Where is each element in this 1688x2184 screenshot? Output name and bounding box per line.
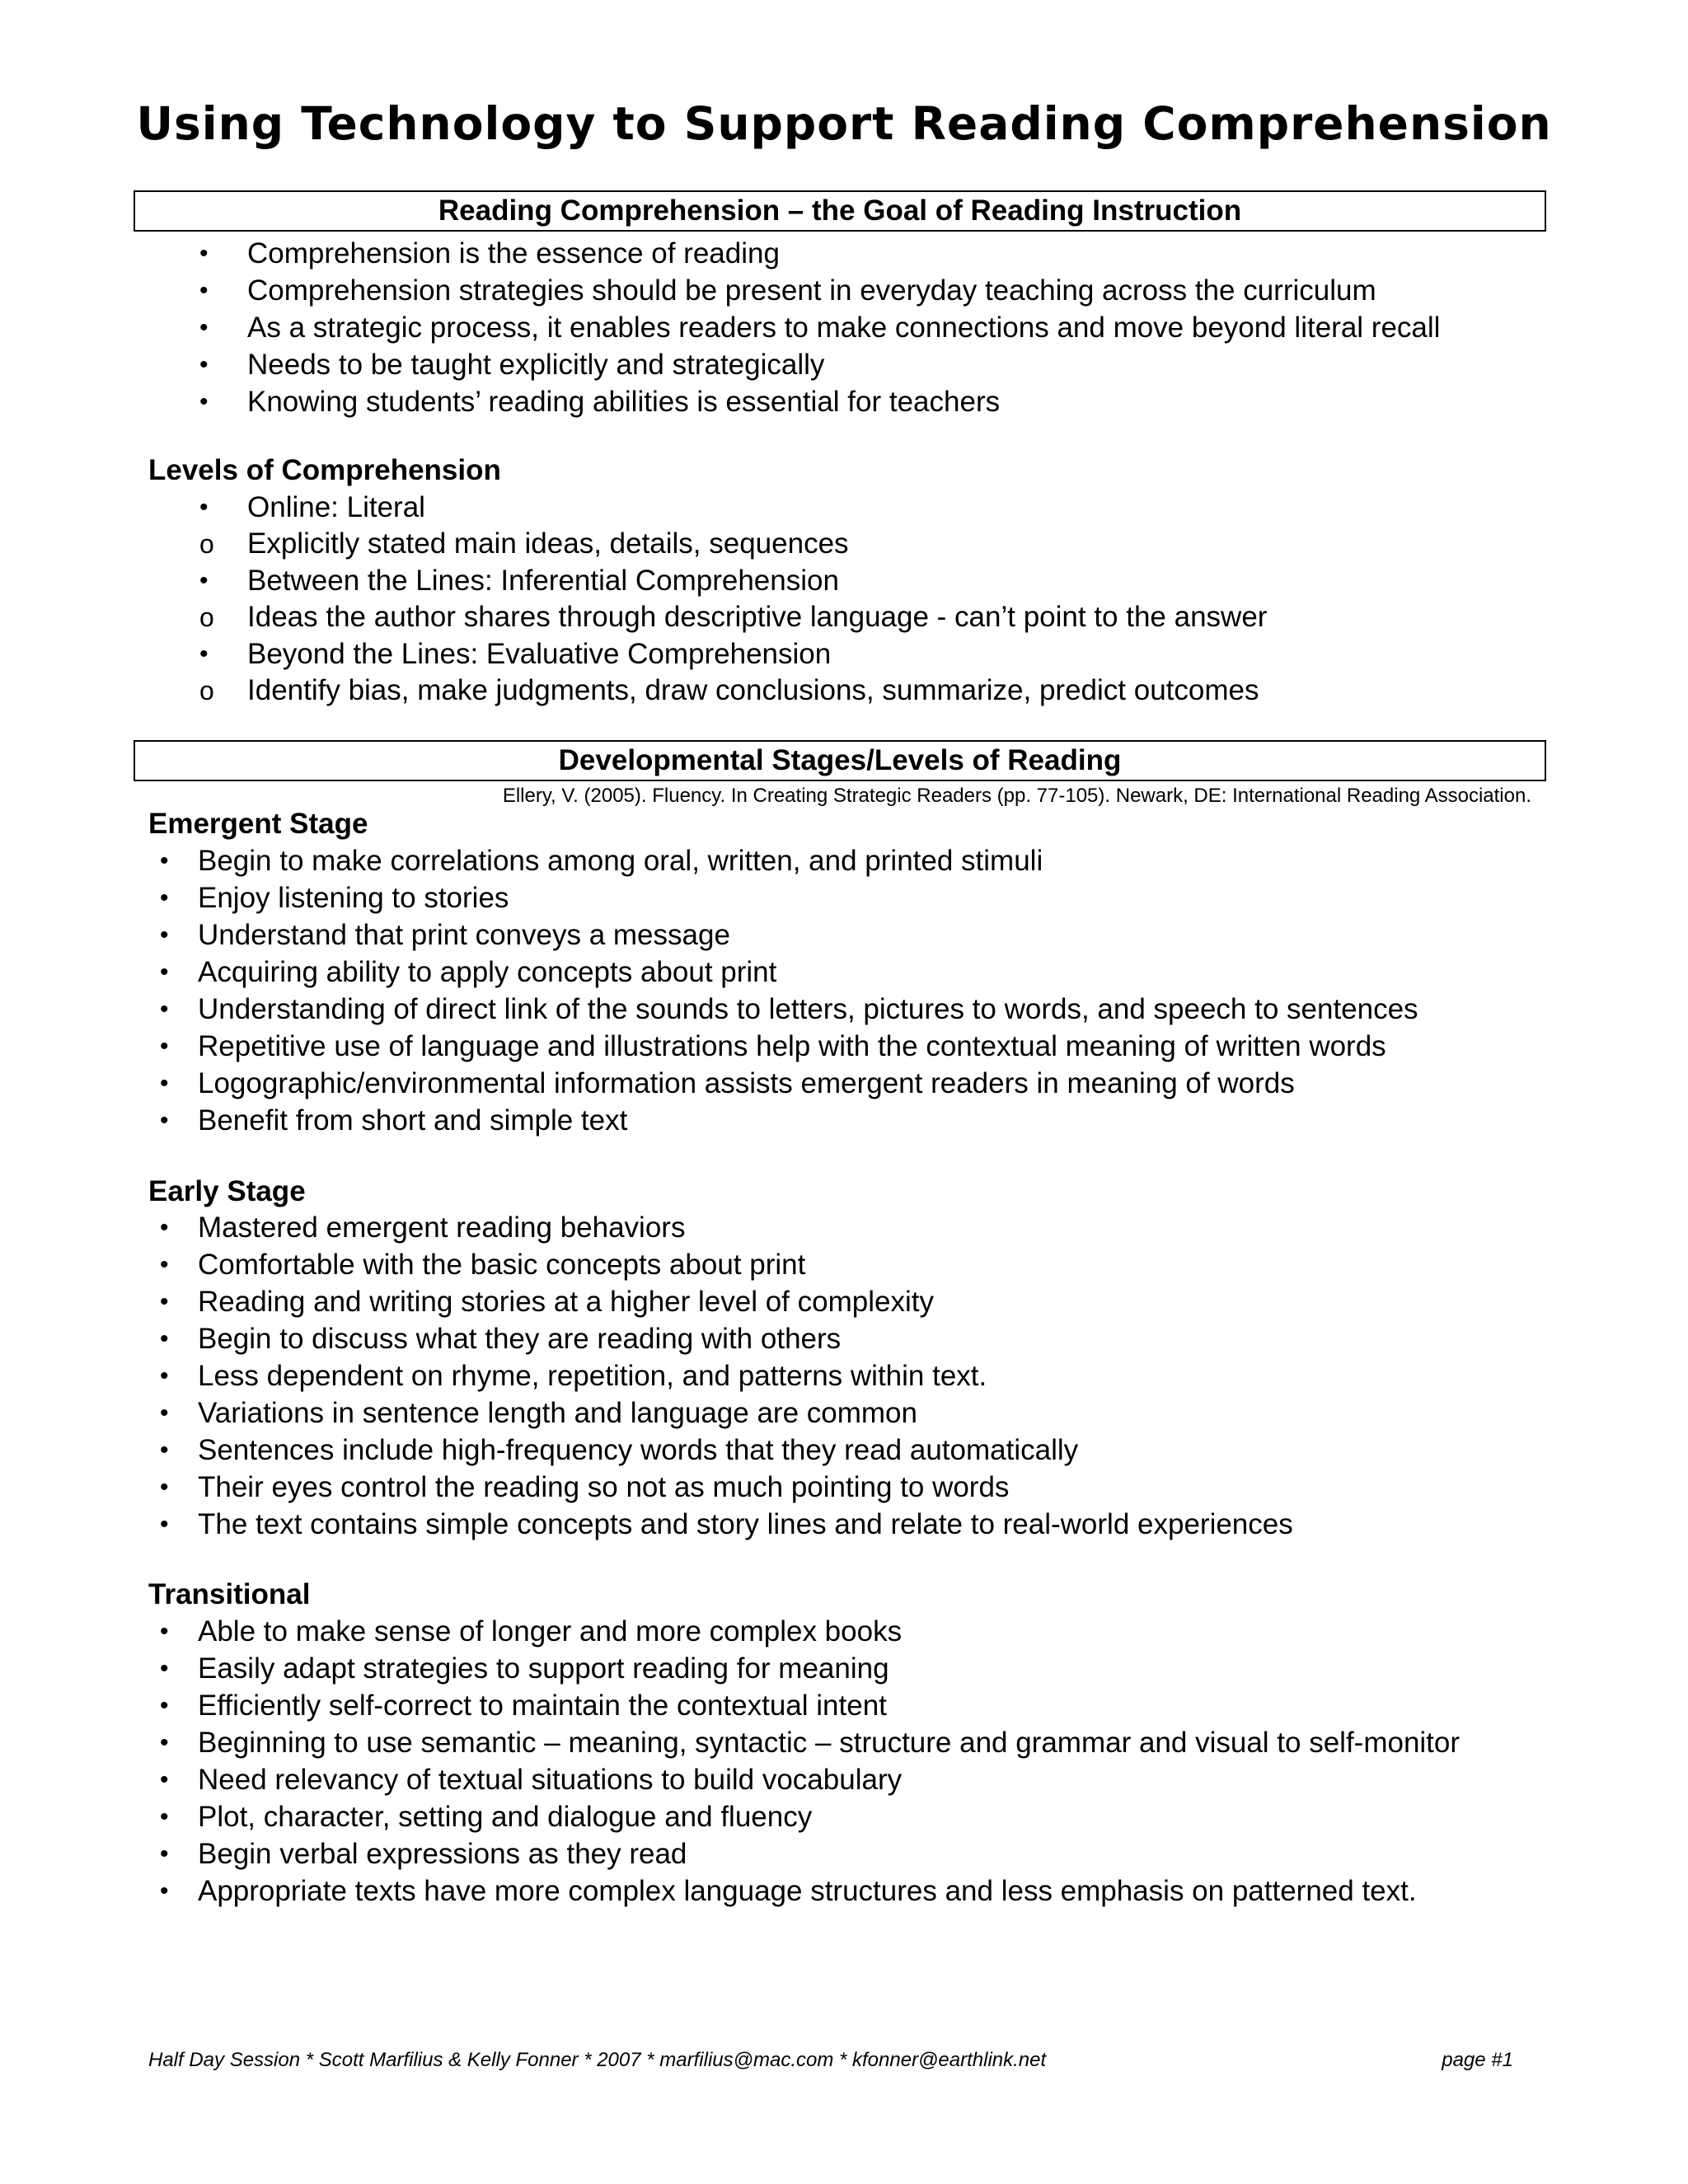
list-item: • Comprehension strategies should be present in everyday teaching across the curriculum [247,272,1440,309]
list-item: • As a strategic process, it enables readers to make connections and move beyond literal recall [247,309,1440,346]
list-item: • Comprehension is the essence of reading [247,235,1440,272]
bullet-icon: • [199,351,209,378]
bullet-icon: • [160,1325,169,1352]
circle-bullet-icon: o [199,602,214,632]
list-item: • Comfortable with the basic concepts about print [198,1246,1293,1283]
bullet-icon: • [160,1107,169,1134]
list-item: • Online: Literal [247,489,1267,526]
bullet-icon: • [160,1655,169,1682]
circle-bullet-icon: o [199,529,214,559]
list-item [199,526,1267,562]
sub-list-item: o Ideas the author shares through descriptive language - can’t point to the answer [99,599,1267,635]
list-item: • The text contains simple concepts and story lines and relate to real-world experiences [198,1506,1293,1543]
list-item: • Logographic/environmental information assists emergent readers in meaning of words [198,1065,1418,1102]
list-item: • Needs to be taught explicitly and strategically [247,346,1440,383]
list-item: • Acquiring ability to apply concepts about print [198,954,1418,991]
bullet-icon: • [160,884,169,912]
emergent-list [160,842,1418,1139]
circle-bullet-icon: o [199,676,214,705]
list-item: • Their eyes control the reading so not as much pointing to words [198,1469,1293,1506]
list-item [199,673,1267,709]
list-item: • Between the Lines: Inferential Comprehension [247,562,1267,599]
comprehension-list [199,235,1441,420]
list-item: • Understanding of direct link of the sounds to letters, pictures to words, and speech to sentences [198,991,1418,1028]
bullet-icon: • [160,1877,169,1905]
list-item: • Benefit from short and simple text [198,1102,1418,1139]
levels-list [199,489,1268,709]
list-item: • Need relevancy of textual situations to build vocabulary [198,1761,1460,1798]
footer-page-number: page #1 [1442,2049,1513,2071]
list-item: • Less dependent on rhyme, repetition, and patterns within text. [198,1357,1293,1394]
list-item: • Understand that print conveys a message [198,916,1418,954]
transitional-list [160,1613,1461,1910]
list-item: • Reading and writing stories at a higher level of complexity [198,1283,1293,1320]
bullet-icon: • [199,494,209,521]
bullet-icon: • [199,240,209,267]
bullet-icon: • [199,388,209,415]
bullet-icon: • [160,1840,169,1868]
bullet-icon: • [160,1766,169,1793]
emergent-heading: Emergent Stage [148,808,368,840]
list-item: • Begin verbal expressions as they read [198,1835,1460,1872]
bullet-icon: • [160,1436,169,1464]
bullet-icon: • [199,567,209,594]
list-item: • Beginning to use semantic – meaning, syntactic – structure and grammar and visual to self-monitor [198,1724,1460,1761]
list-item: • Repetitive use of language and illustrations help with the contextual meaning of written words [198,1028,1418,1065]
bullet-icon: • [160,1692,169,1719]
section-header-reading-comprehension: Reading Comprehension – the Goal of Reading Instruction [134,190,1546,232]
list-item: • Begin to discuss what they are reading with others [198,1320,1293,1357]
list-item: • Easily adapt strategies to support reading for meaning [198,1650,1460,1687]
page-title: Using Technology to Support Reading Comprehension [136,97,1552,150]
list-item: • Variations in sentence length and language are common [198,1394,1293,1432]
citation: Ellery, V. (2005). Fluency. In Creating Strategic Readers (pp. 77-105). Newark, DE: International Reading Association. [502,785,1531,807]
bullet-icon: • [160,847,169,874]
list-item: • Plot, character, setting and dialogue and fluency [198,1798,1460,1835]
list-item: • Enjoy listening to stories [198,879,1418,916]
bullet-icon: • [160,1251,169,1278]
list-item: • Mastered emergent reading behaviors [198,1209,1293,1246]
list-item: • Able to make sense of longer and more complex books [198,1613,1460,1650]
bullet-icon: • [160,1803,169,1830]
list-item: • Begin to make correlations among oral, written, and printed stimuli [198,842,1418,879]
sub-list-item: o Explicitly stated main ideas, details, sequences [99,526,1267,562]
list-item: • Sentences include high-frequency words that they read automatically [198,1432,1293,1469]
early-heading: Early Stage [148,1175,306,1207]
sub-list-item: o Identify bias, make judgments, draw conclusions, summarize, predict outcomes [99,673,1267,709]
transitional-heading: Transitional [148,1578,311,1610]
bullet-icon: • [160,996,169,1023]
bullet-icon: • [160,1729,169,1756]
list-item: • Appropriate texts have more complex language structures and less emphasis on patterned text. [198,1872,1460,1910]
bullet-icon: • [160,1288,169,1315]
bullet-icon: • [199,277,209,304]
levels-heading: Levels of Comprehension [148,454,501,486]
bullet-icon: • [160,1618,169,1645]
section-header-developmental-stages: Developmental Stages/Levels of Reading [134,740,1546,781]
footer-credits: Half Day Session * Scott Marfilius & Kelly Fonner * 2007 * marfilius@mac.com * kfonner@earthlink.net [148,2049,1047,2071]
bullet-icon: • [160,1399,169,1427]
early-list [160,1209,1293,1543]
bullet-icon: • [160,1474,169,1501]
list-item: • Beyond the Lines: Evaluative Comprehension [247,635,1267,673]
bullet-icon: • [160,921,169,949]
bullet-icon: • [160,1511,169,1538]
bullet-icon: • [160,1070,169,1097]
bullet-icon: • [199,314,209,341]
bullet-icon: • [160,1033,169,1060]
list-item: • Efficiently self-correct to maintain the contextual intent [198,1687,1460,1724]
list-item [199,599,1268,635]
bullet-icon: • [160,958,169,986]
bullet-icon: • [160,1362,169,1390]
bullet-icon: • [160,1214,169,1241]
list-item: • Knowing students’ reading abilities is essential for teachers [247,383,1440,420]
bullet-icon: • [199,640,209,668]
